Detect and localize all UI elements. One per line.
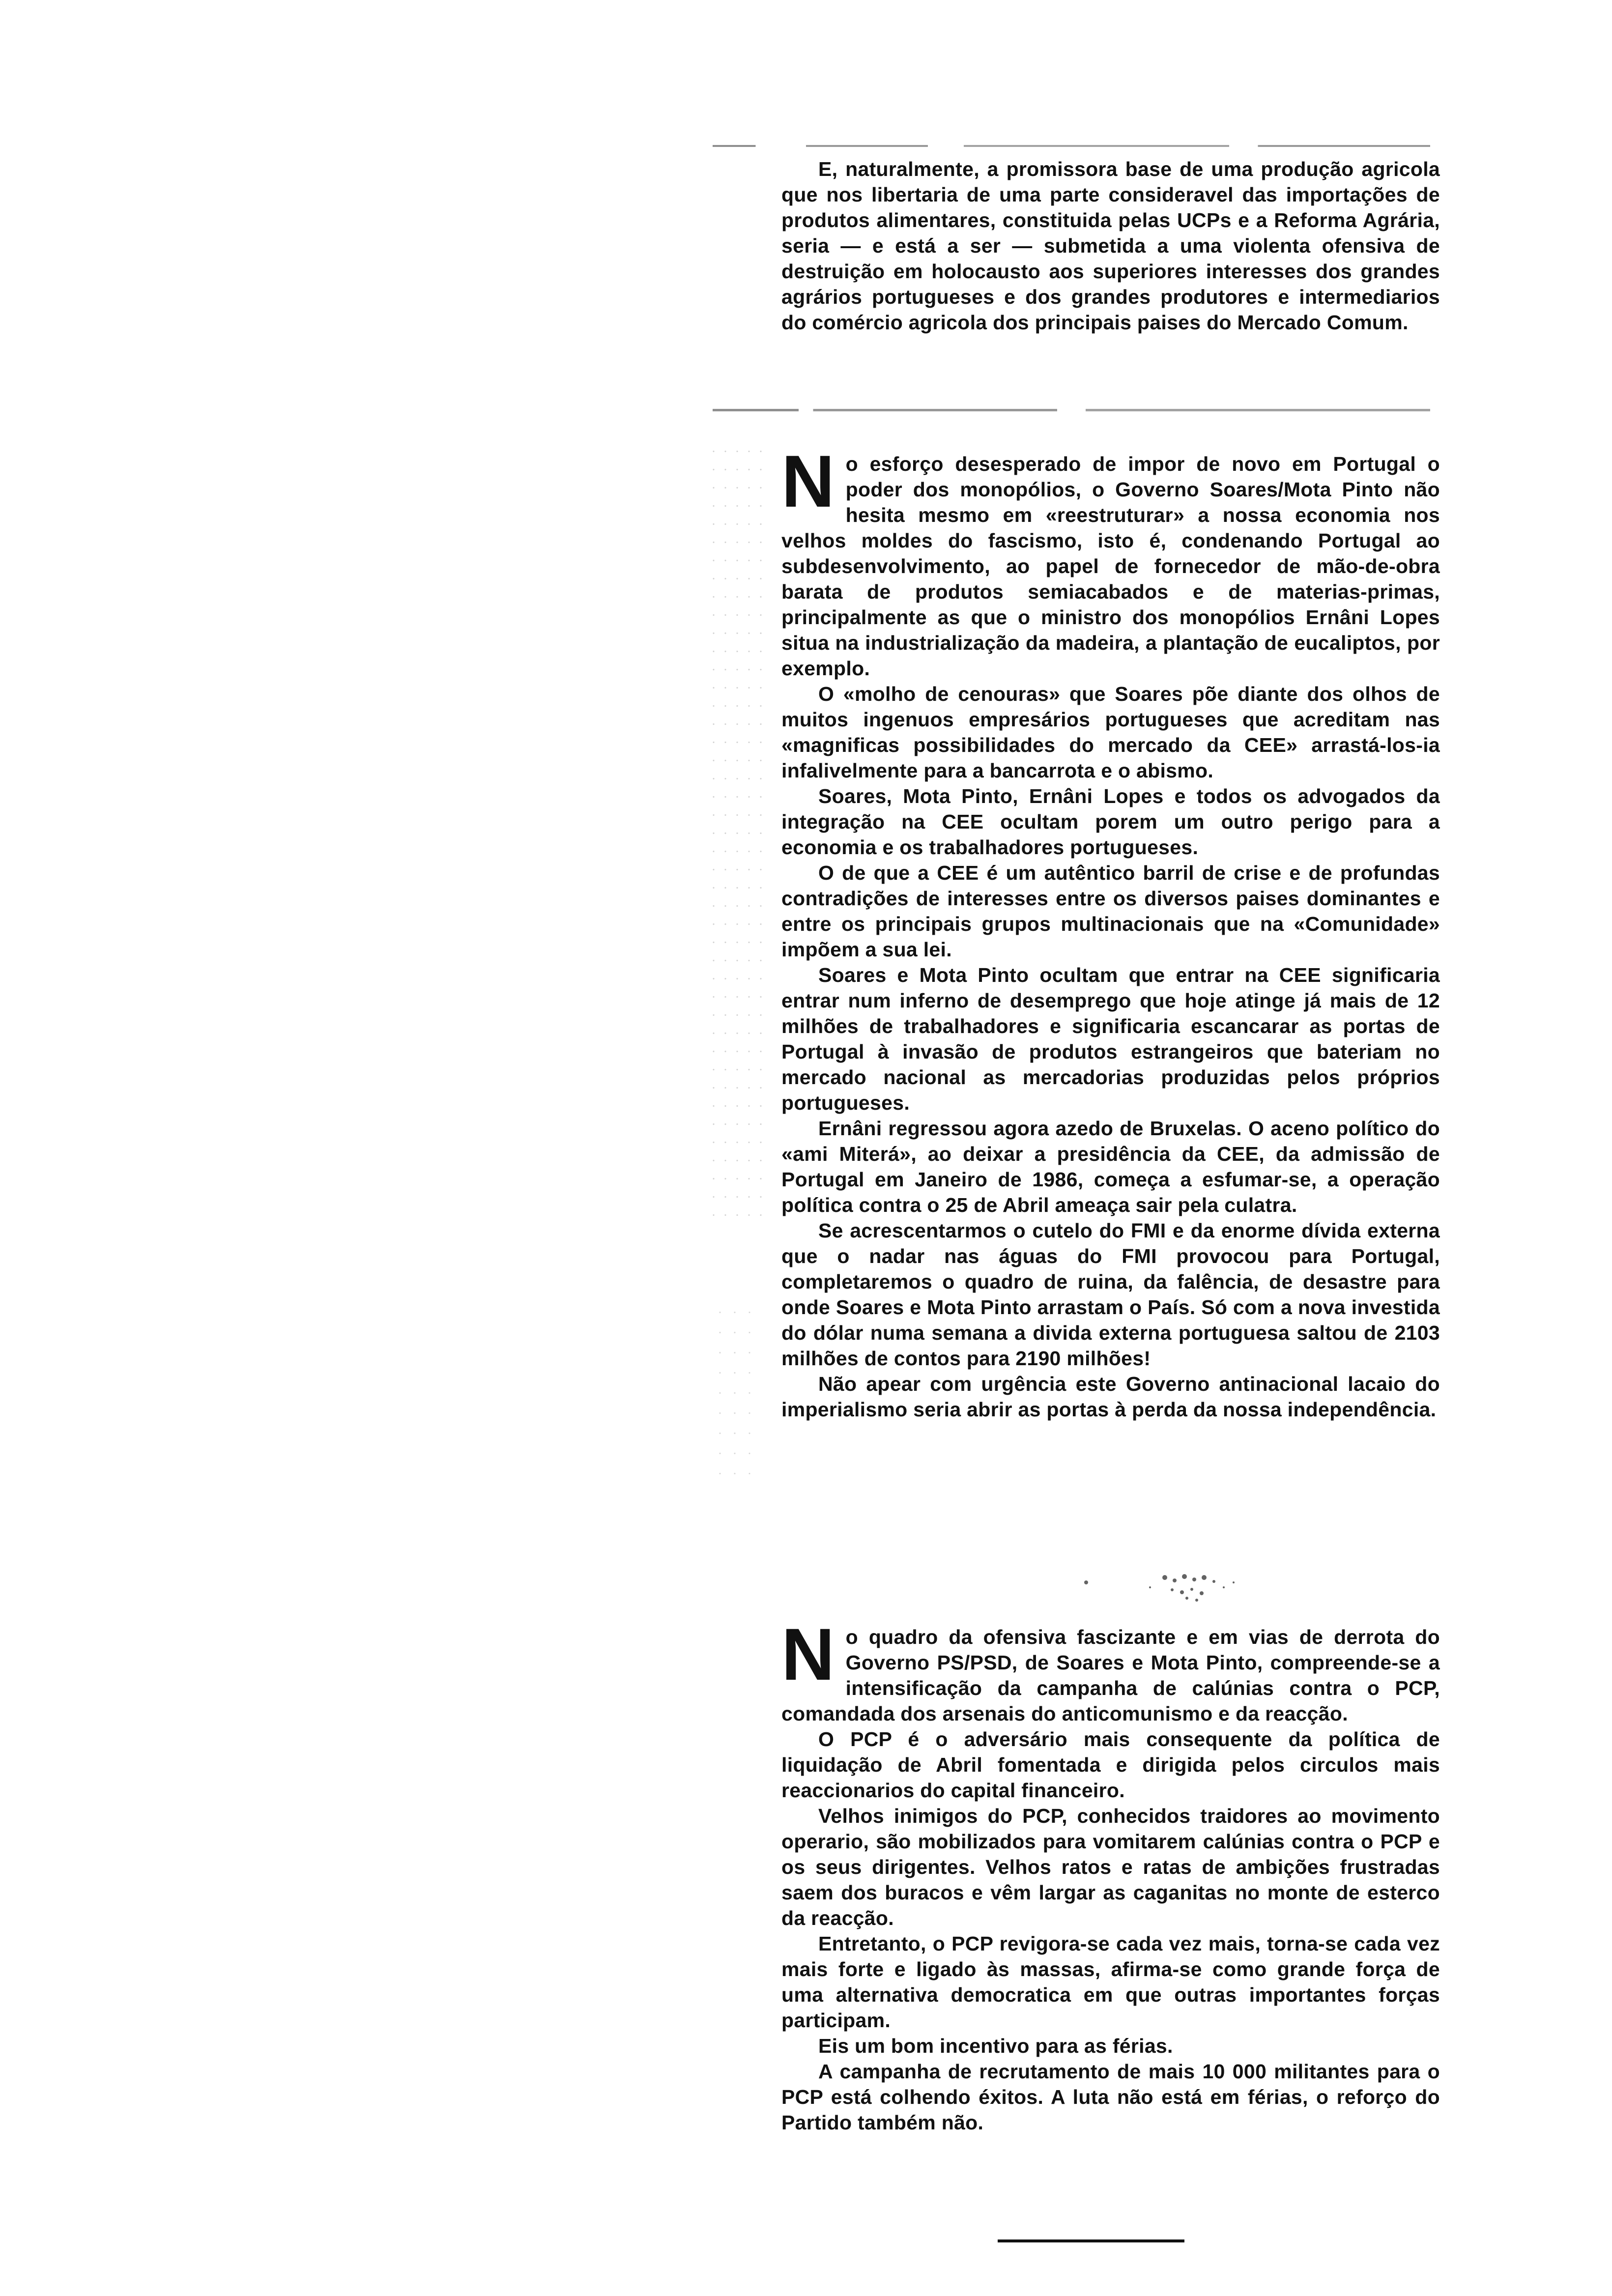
scan-margin-noise xyxy=(708,442,767,1229)
section-paragraph xyxy=(781,1613,1440,1726)
paragraph-text: o quadro da ofensiva fascizante e em vias de derrota do Governo PS/PSD, de Soares e Mota Pinto, compreende-se a intensificação da campanha de calúnias contra o PCP, comandada dos arsenais do anticomunismo e da reacção. xyxy=(781,1626,1440,1725)
section-paragraph: Entretanto, o PCP revigora-se cada vez mais, torna-se cada vez mais forte e ligado às massas, afirma-se como grande força de uma alternativa democratica em que outras importantes forças participam. xyxy=(781,1932,1440,2032)
end-of-article-rule xyxy=(998,2239,1184,2242)
section-paragraph: Velhos inimigos do PCP, conhecidos traidores ao movimento operario, são mobilizados para vomitarem calúnias contra o PCP e os seus dirigentes. Velhos ratos e ratas de ambições frustradas saem dos buracos e vêm largar as caganitas no monte de esterco da reacção. xyxy=(781,1805,1440,1929)
section-paragraph: Eis um bom incentivo para as férias. xyxy=(818,2035,1173,2057)
drop-cap: N xyxy=(781,1613,835,1695)
section-paragraph xyxy=(781,440,1440,681)
section-paragraph: Se acrescentarmos o cutelo do FMI e da enorme dívida externa que o nadar nas águas do FMI provocou para Portugal, completaremos o quadro de ruina, da falência, de desastre para onde Soares e Mota Pinto arrastam o País. Só com a nova investida do dólar numa semana a divida externa portuguesa saltou de 2103 milhões de contos para 2190 milhões! xyxy=(781,1219,1440,1370)
section-paragraph: Ernâni regressou agora azedo de Bruxelas. O aceno político do «ami Miterá», ao deixar a presidência da CEE, da admissão de Portugal em Janeiro de 1986, começa a esfumar-se, a operação política contra o 25 de Abril ameaça sair pela culatra. xyxy=(781,1117,1440,1216)
section-paragraph: O «molho de cenouras» que Soares põe diante dos olhos de muitos ingenuos empresários portugueses que acreditam nas «magnificas possibilidades do mercado da CEE» arrastá-los-ia infalivelmente para a bancarrota e o abismo. xyxy=(781,683,1440,782)
section-paragraph: Soares, Mota Pinto, Ernâni Lopes e todos os advogados da integração na CEE ocultam porem um outro perigo para a economia e os trabalhadores portugueses. xyxy=(781,785,1440,859)
section-paragraph: Soares e Mota Pinto ocultam que entrar na CEE significaria entrar num inferno de desemprego que hoje atinge já mais de 12 milhões de trabalhadores e significaria escancarar as portas de Portugal à invasão de produtos estrangeiros que bateriam no mercado nacional as mercadorias produzidas pelos próprios portugueses. xyxy=(781,964,1440,1114)
section-paragraph: O PCP é o adversário mais consequente da política de liquidação de Abril fomentada e dirigida pelos circulos mais reaccionarios do capital financeiro. xyxy=(781,1728,1440,1802)
article-section-monopolies xyxy=(781,440,1440,1422)
article-section-intro xyxy=(781,156,1440,335)
top-divider-rule xyxy=(713,145,1430,147)
section-divider-rule xyxy=(713,409,1430,411)
paragraph-text: o esforço desesperado de impor de novo em Portugal o poder dos monopólios, o Governo Soares/Mota Pinto não hesita mesmo em «reestruturar» a nossa economia nos velhos moldes do fascismo, isto é, condenando Portugal ao subdesenvolvimento, ao papel de fornecedor de mão-de-obra barata de produtos semiacabados e de materias-primas, principalmente as que o ministro dos monopólios Ernâni Lopes situa na industrialização da madeira, a plantação de eucaliptos, por exemplo. xyxy=(781,453,1440,680)
section-paragraph: Não apear com urgência este Governo antinacional lacaio do imperialismo seria abrir as portas à perda da nossa independência. xyxy=(781,1373,1440,1421)
scan-margin-noise xyxy=(713,1302,752,1474)
section-paragraph: O de que a CEE é um autêntico barril de crise e de profundas contradições de interesses entre os diversos paises dominantes e entre os principais grupos multinacionais que na «Comunidade» impõem a sua lei. xyxy=(781,861,1440,961)
article-section-pcp xyxy=(781,1613,1440,2135)
section-paragraph: A campanha de recrutamento de mais 10 000 militantes para o PCP está colhendo éxitos. A luta não está em férias, o reforço do Partido também não. xyxy=(781,2060,1440,2134)
drop-cap: N xyxy=(781,440,835,522)
asterisk-ornament-icon xyxy=(1076,1568,1283,1607)
intro-paragraph: E, naturalmente, a promissora base de uma produção agricola que nos libertaria de uma parte consideravel das importações de produtos alimentares, constituida pelas UCPs e a Reforma Agrária, seria — e está a ser — submetida a uma violenta ofensiva de destruição em holocausto aos superiores interesses dos grandes agrários portugueses e dos grandes produtores e intermediarios do comércio agricola dos principais paises do Mercado Comum. xyxy=(781,158,1440,334)
